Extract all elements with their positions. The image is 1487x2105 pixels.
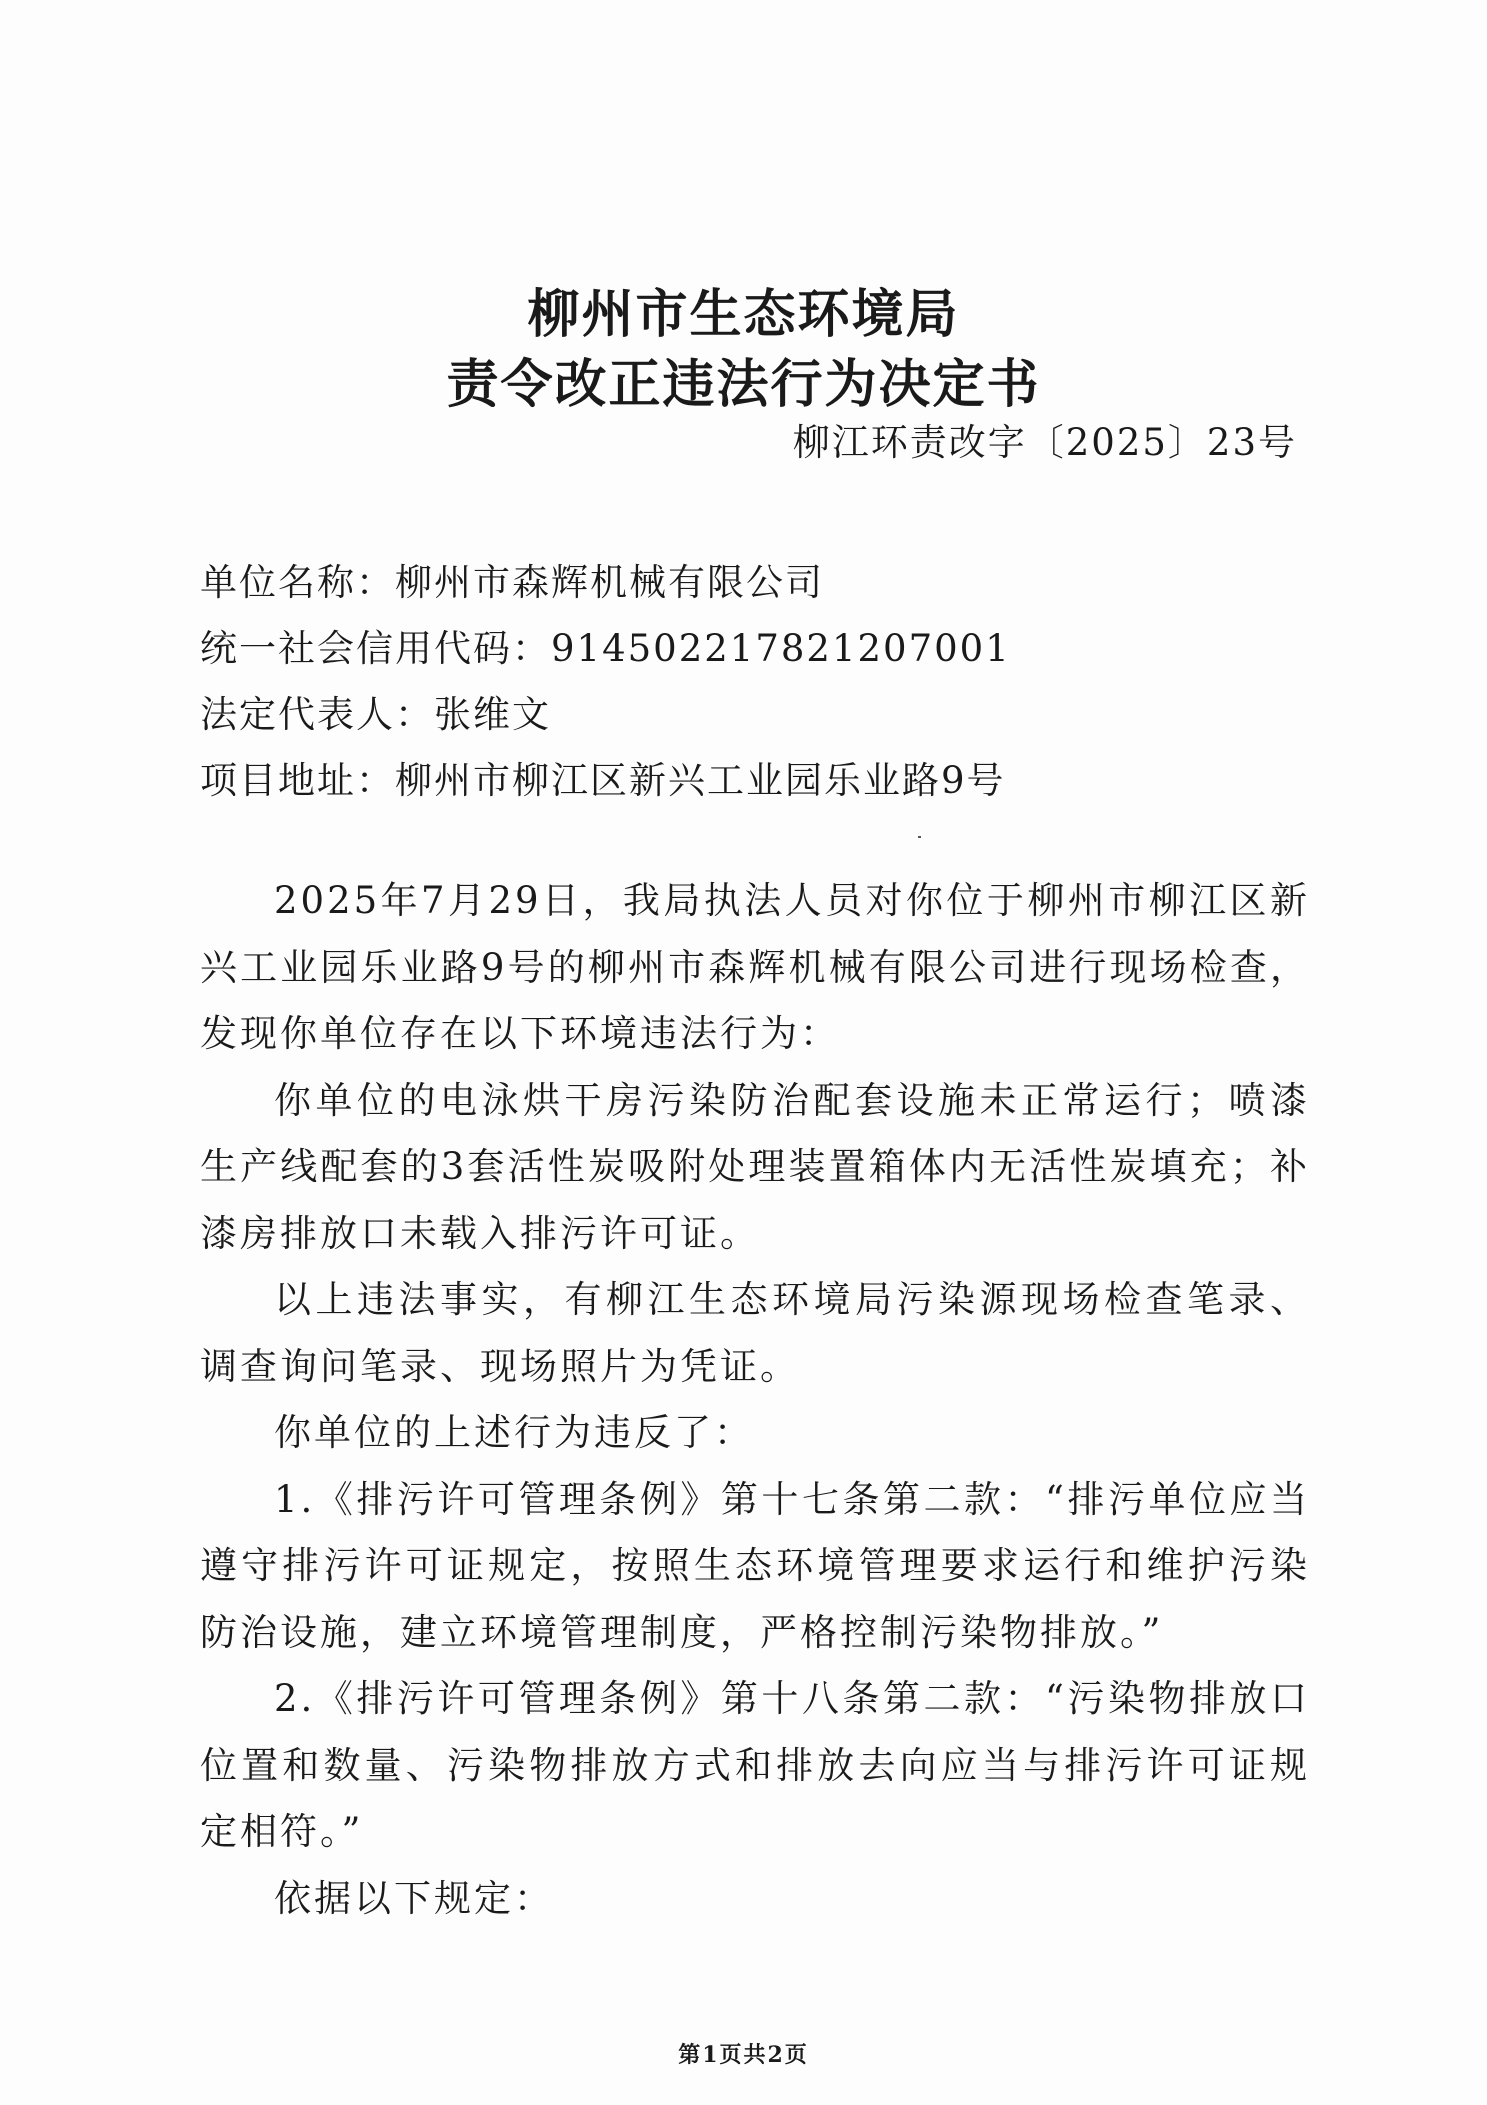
body-paragraph-violations: 你单位的电泳烘干房污染防治配套设施未正常运行；喷漆生产线配套的3套活性炭吸附处理装置箱体内无活性炭填充；补漆房排放口未载入排污许可证。 <box>200 1078 1310 1255</box>
document-title-agency: 柳州市生态环境局 <box>527 285 960 345</box>
body-paragraph-basis: 依据以下规定： <box>274 1876 554 1920</box>
info-unit-name: 单位名称：柳州市森辉机械有限公司 <box>200 561 824 604</box>
body-paragraph-evidence: 以上违法事实，有柳江生态环境局污染源现场检查笔录、调查询问笔录、现场照片为凭证。 <box>200 1278 1310 1388</box>
page-indicator: 第1页共2页 <box>678 2042 809 2068</box>
scan-speck <box>918 836 921 838</box>
document-title-type: 责令改正违法行为决定书 <box>446 355 1041 415</box>
body-paragraph-regulation-2: 2.《排污许可管理条例》第十八条第二款：“污染物排放口位置和数量、污染物排放方式和排放去向应当与排污许可证规定相符。” <box>200 1677 1310 1853</box>
body-paragraph-regulation-1: 1.《排污许可管理条例》第十七条第二款：“排污单位应当遵守排污许可证规定，按照生态环境管理要求运行和维护污染防治设施，建立环境管理制度，严格控制污染物排放。” <box>200 1477 1310 1654</box>
info-project-address: 项目地址：柳州市柳江区新兴工业园乐业路9号 <box>200 759 1006 802</box>
body-paragraph-violated-intro: 你单位的上述行为违反了： <box>274 1411 754 1454</box>
document-number: 柳江环责改字〔2025〕23号 <box>792 421 1297 464</box>
document-body <box>200 868 1310 1932</box>
body-paragraph-inspection: 2025年7月29日，我局执法人员对你位于柳州市柳江区新兴工业园乐业路9号的柳州市森辉机械有限公司进行现场检查，发现你单位存在以下环境违法行为： <box>200 879 1310 1055</box>
info-credit-code: 统一社会信用代码：914502217821207001 <box>200 627 1011 670</box>
info-legal-representative: 法定代表人：张维文 <box>200 693 551 736</box>
